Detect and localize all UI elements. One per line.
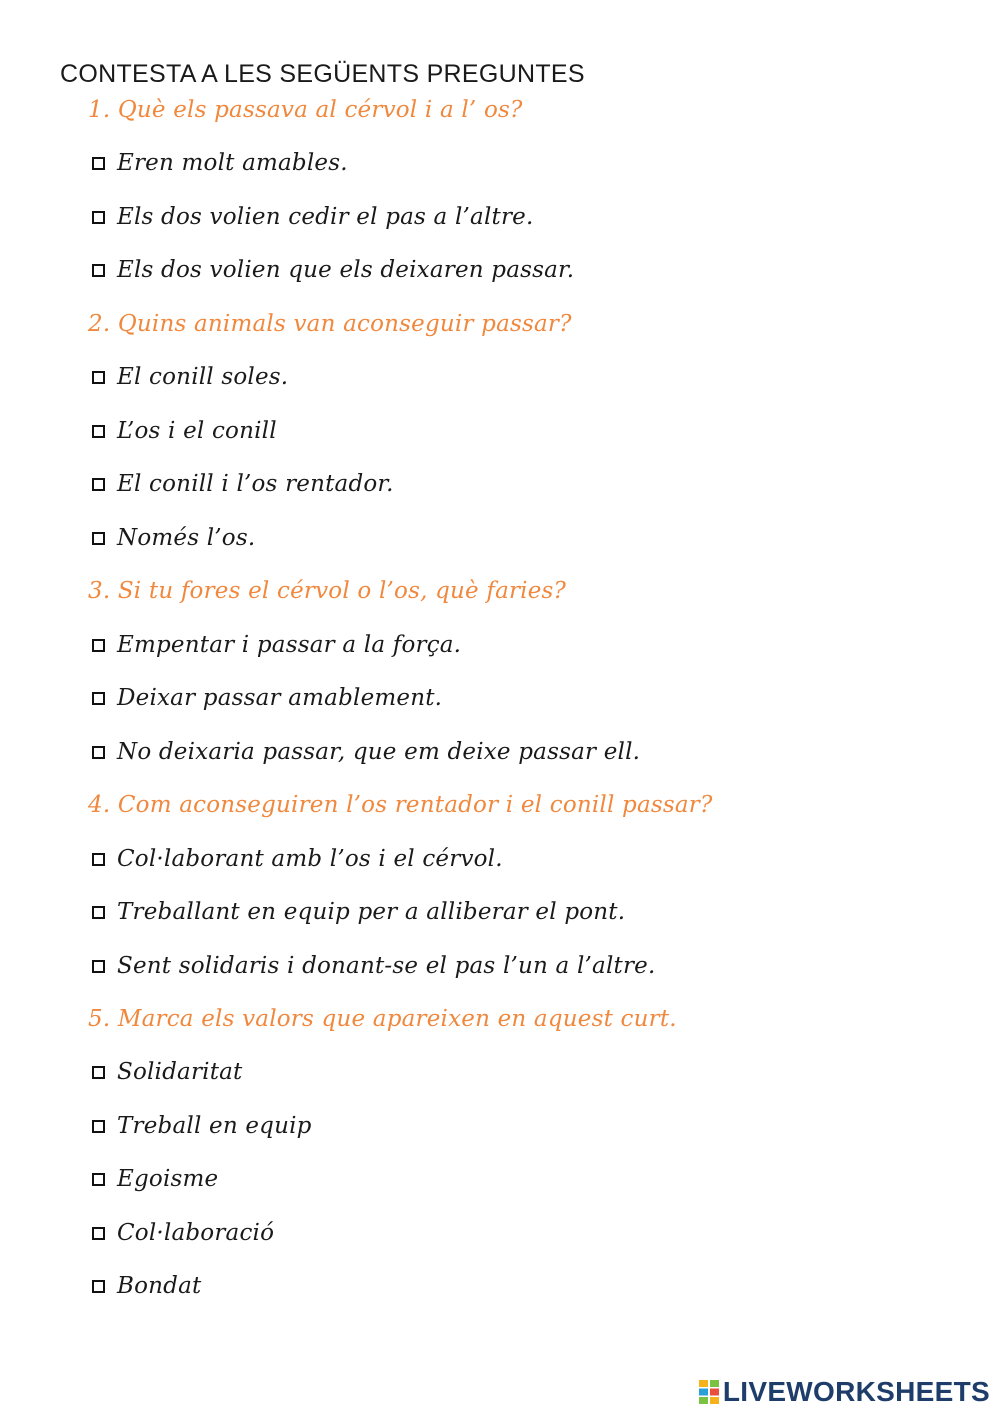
option-4-1[interactable] <box>92 846 503 872</box>
option-1-1[interactable] <box>92 150 348 176</box>
option-label: L’os i el conill <box>117 418 277 444</box>
checkbox-icon[interactable] <box>92 478 105 491</box>
option-label: El conill soles. <box>117 364 289 390</box>
option-label: Empentar i passar a la força. <box>117 632 462 658</box>
option-4-2[interactable] <box>92 899 625 925</box>
checkbox-icon[interactable] <box>92 157 105 170</box>
option-label: Bondat <box>117 1273 202 1299</box>
checkbox-icon[interactable] <box>92 1173 105 1186</box>
option-3-3[interactable] <box>92 739 640 765</box>
question-2: 2. Quins animals van aconseguir passar? <box>88 311 572 337</box>
checkbox-icon[interactable] <box>92 1120 105 1133</box>
checkbox-icon[interactable] <box>92 425 105 438</box>
option-2-3[interactable] <box>92 471 394 497</box>
option-5-1[interactable] <box>92 1059 243 1085</box>
option-label: Sent solidaris i donant-se el pas l’un a l’altre. <box>117 953 656 979</box>
checkbox-icon[interactable] <box>92 1280 105 1293</box>
option-label: Eren molt amables. <box>117 150 348 176</box>
option-2-1[interactable] <box>92 364 288 390</box>
option-label: Treball en equip <box>117 1113 312 1139</box>
option-5-5[interactable] <box>92 1273 201 1299</box>
page-title: CONTESTA A LES SEGÜENTS PREGUNTES <box>60 60 585 88</box>
checkbox-icon[interactable] <box>92 1227 105 1240</box>
option-5-3[interactable] <box>92 1166 218 1192</box>
question-3: 3. Si tu fores el cérvol o l’os, què faries? <box>88 578 567 604</box>
checkbox-icon[interactable] <box>92 960 105 973</box>
option-label: Col·laboració <box>117 1220 275 1246</box>
option-label: Solidaritat <box>117 1059 243 1085</box>
option-label: Treballant en equip per a alliberar el pont. <box>117 899 626 925</box>
option-2-2[interactable] <box>92 418 277 444</box>
liveworksheets-logo-icon <box>699 1380 719 1404</box>
question-5: 5. Marca els valors que apareixen en aquest curt. <box>88 1006 677 1032</box>
option-5-4[interactable] <box>92 1220 274 1246</box>
checkbox-icon[interactable] <box>92 692 105 705</box>
option-label: Egoisme <box>117 1166 219 1192</box>
question-4: 4. Com aconseguiren l’os rentador i el conill passar? <box>88 792 713 818</box>
option-2-4[interactable] <box>92 525 255 551</box>
checkbox-icon[interactable] <box>92 264 105 277</box>
checkbox-icon[interactable] <box>92 906 105 919</box>
checkbox-icon[interactable] <box>92 746 105 759</box>
option-label: No deixaria passar, que em deixe passar ell. <box>117 739 641 765</box>
option-label: Deixar passar amablement. <box>117 685 443 711</box>
option-1-2[interactable] <box>92 204 533 230</box>
question-1: 1. Què els passava al cérvol i a l’ os? <box>88 97 523 123</box>
option-label: Els dos volien cedir el pas a l’altre. <box>117 204 534 230</box>
option-3-1[interactable] <box>92 632 461 658</box>
liveworksheets-brand <box>699 1376 990 1408</box>
option-label: El conill i l’os rentador. <box>117 471 394 497</box>
checkbox-icon[interactable] <box>92 532 105 545</box>
checkbox-icon[interactable] <box>92 211 105 224</box>
checkbox-icon[interactable] <box>92 371 105 384</box>
option-1-3[interactable] <box>92 257 574 283</box>
option-label: Els dos volien que els deixaren passar. <box>117 257 575 283</box>
checkbox-icon[interactable] <box>92 1066 105 1079</box>
option-label: Només l’os. <box>117 525 256 551</box>
checkbox-icon[interactable] <box>92 853 105 866</box>
brand-name: LIVEWORKSHEETS <box>722 1376 990 1407</box>
checkbox-icon[interactable] <box>92 639 105 652</box>
option-5-2[interactable] <box>92 1113 312 1139</box>
option-4-3[interactable] <box>92 953 655 979</box>
option-label: Col·laborant amb l’os i el cérvol. <box>117 846 503 872</box>
option-3-2[interactable] <box>92 685 442 711</box>
